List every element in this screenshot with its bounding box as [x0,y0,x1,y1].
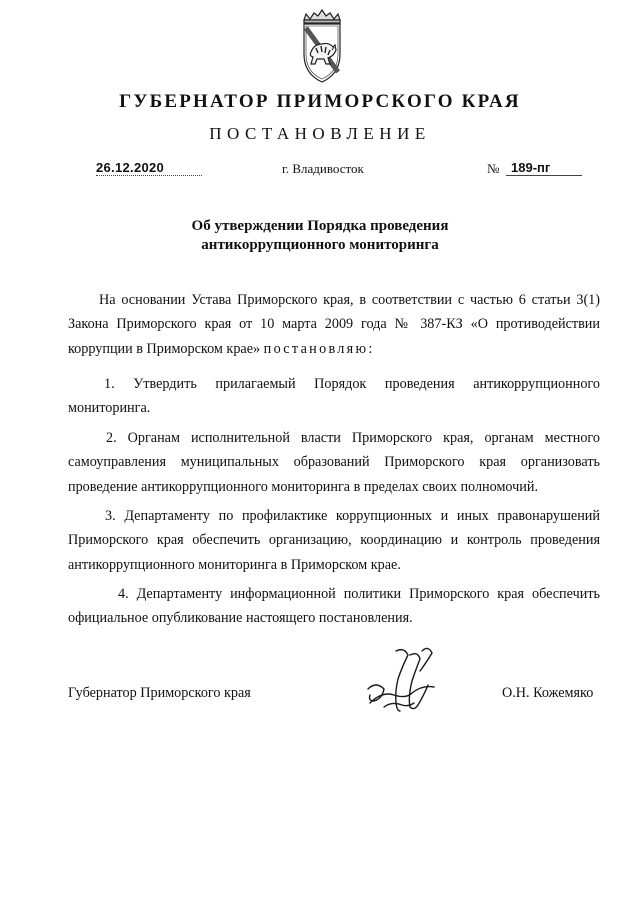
number-sign: № [487,161,500,176]
document-number: 189-пг [511,160,551,175]
preamble-paragraph [68,288,600,361]
handwritten-signature-icon [362,645,444,725]
list-item: 2. Органам исполнительной власти Приморского края, органам местного самоуправления муниципальных образований Приморского края организовать проведение антикоррупционного мониторинга в пределах своих полномочий. [68,430,600,495]
list-item: 3. Департаменту по профилактике коррупционных и иных правонарушений Приморского края обеспечить организацию, координацию и контроль проведения антикоррупционного мониторинга в Приморском крае. [68,508,600,573]
heading-line-2: антикоррупционного мониторинга [201,237,439,253]
resolve-word: постановляю [263,340,369,357]
list-item: 4. Департаменту информационной политики Приморского края обеспечить официальное опубликование настоящего постановления. [68,586,600,627]
document-date: 26.12.2020 [96,160,165,175]
preamble-colon: : [368,340,373,357]
authority-title: ГУБЕРНАТОР ПРИМОРСКОГО КРАЯ [119,91,521,112]
coat-of-arms-icon [292,6,352,86]
preamble-text: На основании Устава Приморского края, в соответствии с частью 6 статьи 3(1) Закона Приморского края от 10 марта 2009 года № 387-КЗ «О противодействии коррупции в Приморском крае» [68,292,600,357]
signer-position: Губернатор Приморского края [68,685,251,701]
document-heading [0,217,640,255]
document-type: ПОСТАНОВЛЕНИЕ [209,124,431,143]
document-city: г. Владивосток [282,161,364,176]
number-underline [506,175,582,176]
list-item: 1. Утвердить прилагаемый Порядок проведения антикоррупционного мониторинга. [68,376,600,417]
signer-name: О.Н. Кожемяко [502,685,594,701]
date-underline [96,175,202,176]
heading-line-1: Об утверждении Порядка проведения [191,218,449,234]
